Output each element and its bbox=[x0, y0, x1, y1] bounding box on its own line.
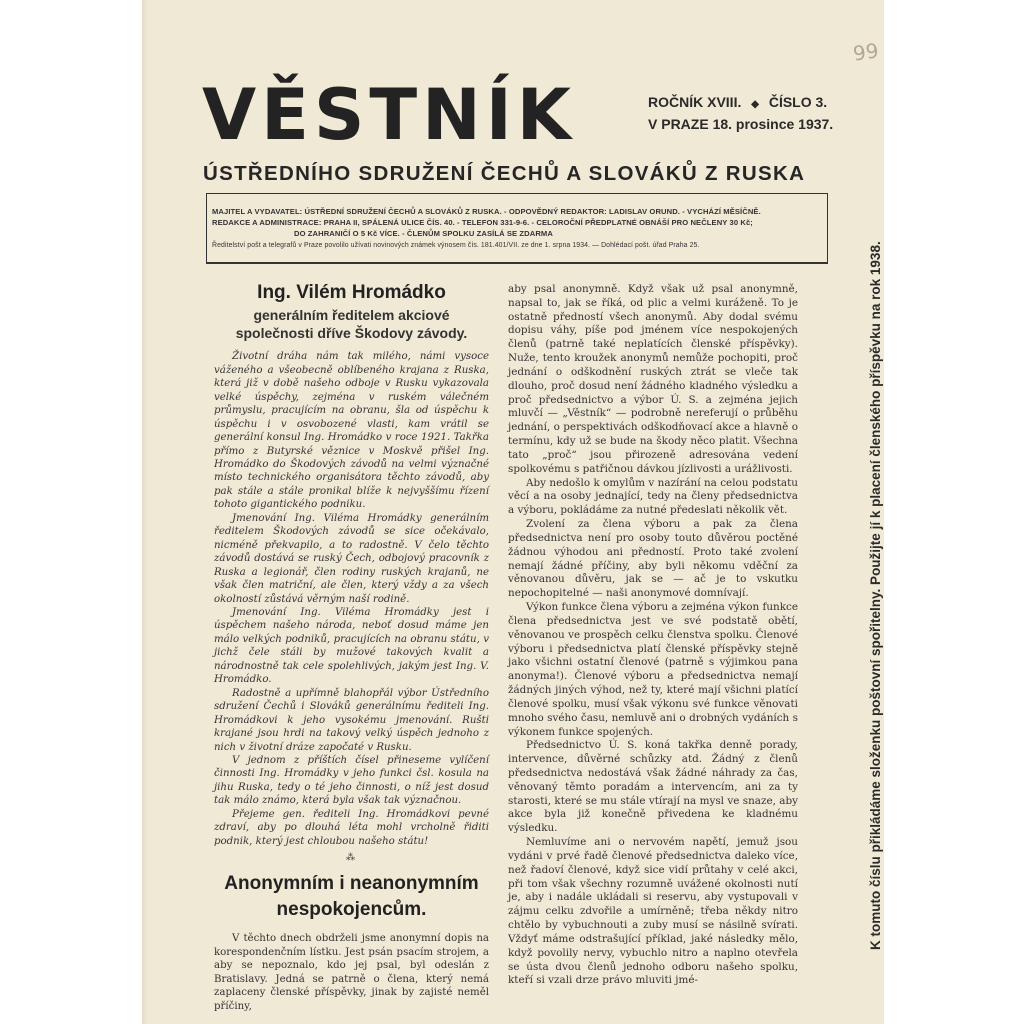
article2-paragraph: Aby nedošlo k omylům v nazírání na celou podstatu věcí a na osoby jednající, tedy na členy předsednictva a výboru, pokládáme za nutné předeslati několik vět. bbox=[508, 476, 798, 517]
article2-intro: V těchto dnech obdrželi jsme anonymní dopis na korespondenčním lístku. Jest psán psacím strojem, a aby se nepoznalo, kdo jej psal, byl odeslán z Bratislavy. Jedná se patrně o člena, který nemá zaplaceny členské příspěvky, jinak by zajisté neměl příčiny, bbox=[214, 933, 489, 1012]
article-ornament: ⁂ bbox=[346, 853, 357, 864]
masthead-title: VĚSTNÍK bbox=[202, 74, 577, 156]
article2-paragraph: Nemluvíme ani o nervovém napětí, jemuž jsou vydáni v prvé řadě členové předsednictva daleko více, než řadoví členové, když sice vidí průtahy v celé akci, při tom však všechny rozumně uvážené okolnosti nutí je, aby i nadále ukládali si reservu, aby vystupovali v zájmu celku zdvořile a umírněně; třeba někdy nitro chtělo by vybuchnouti a zuby musí se násilně svírati. Vždyť máme odstrašující příklad, jaké následky mělo, když povolily nervy, vybuchlo nitro a naplno otevřela se ústa dvou členů jednoho odboru našeho spolku, kteří si vzali drze právo mluviti jmé- bbox=[508, 836, 798, 987]
imprint-line-1: MAJITEL A VYDAVATEL: ÚSTŘEDNÍ SDRUŽENÍ ČECHŮ A SLOVÁKŮ Z RUSKA. - ODPOVĚDNÝ REDAKTOR: LADISLAV ORUND. - VYCHÁZÍ MĚSÍČNĚ. bbox=[212, 207, 761, 216]
article1-subtitle: generálním ředitelem akciové společnosti dříve Škodovy závody. bbox=[235, 307, 468, 342]
article1-paragraph: Radostně a upřímně blahopřál výbor Ústředního sdružení Čechů i Slováků generálnímu řediteli Ing. Hromádkovi k jeho vysokému jmenování. Rušti krajané jsou hrdi na takový velký úspěch jednoho z nich v životní dráze započaté v Rusku. bbox=[214, 687, 489, 753]
article2-paragraph: Předsednictvo Ú. S. koná takřka denně porady, intervence, důvěrné schůzky atd. Žádný z členů předsednictva nedostává však žádné náhrady za čas, věnovaný těmto poradám a intervencím, ani za ty starosti, které se mu stále vtírají na mysl ve snaze, aby akce byla již konečně přivedena ke kladnému výsledku. bbox=[508, 739, 798, 835]
column-left bbox=[214, 282, 489, 1013]
article1-paragraph: Jmenování Ing. Viléma Hromádky generálním ředitelem Škodových závodů se sice očekávalo, nicméně překvapilo, a to radostně. V čelo těchto závodů dostává se ruský Čech, odbojový pracovník z Ruska a legionář, člen rodiny ruských krajanů, ne však člen matriční, ale člen, který vždy a za všech okolností zůstává věrným naší rodině. bbox=[214, 512, 489, 605]
issue-volume-line bbox=[648, 92, 833, 114]
pencil-mark: 99 bbox=[851, 38, 880, 66]
issue-date: V PRAZE 18. prosince 1937. bbox=[648, 115, 834, 132]
issue-volume: ROČNÍK XVIII. bbox=[648, 94, 742, 110]
issue-diamond: ◆ bbox=[751, 99, 759, 110]
masthead-subtitle: ÚSTŘEDNÍHO SDRUŽENÍ ČECHŮ A SLOVÁKŮ Z RUSKA bbox=[203, 162, 806, 185]
article1-title: Ing. Vilém Hromádko bbox=[257, 282, 446, 303]
column-right bbox=[508, 283, 798, 988]
article1-paragraph: Životní dráha nám tak milého, námi vysoce váženého a všeobecně oblíbeného krajana z Ruska, která již v době našeho odboje v Rusku vykazovala velké úspěchy, zejména v ruském válečném průmyslu, pracujícím na obranu, šla od úspěchu k úspěchu i v osvobozené vlasti, kam vrátil se generální konsul Ing. Hromádko v roce 1921. Takřka přímo z Butyrské věznice v Moskvě přišel Ing. Hromádko do Škodových závodů na velmi význačné místo technického organisátora těchto závodů, aby pak stále a stále pronikal blíže k nejvyššímu řízení tohoto gigantického podniku. bbox=[214, 351, 489, 511]
article2-title: Anonymním i neanonymním nespokojencům. bbox=[224, 873, 479, 920]
imprint-line-2: REDAKCE A ADMINISTRACE: PRAHA II, SPÁLENÁ ULICE ČÍS. 40. - TELEFON 331-9-6. - CELOROČNÍ PŘEDPLATNÉ OBNÁŠÍ PRO NEČLENY 30 Kč; bbox=[212, 218, 753, 227]
issue-info bbox=[648, 92, 833, 135]
article1-paragraph: V jednom z příštích čísel přineseme vylíčení činnosti Ing. Hromádky v jeho funkci čsl. kosula na jihu Ruska, tedy o té jeho činnosti, o níž jest dosud tak málo známo, která byla však tak význačnou. bbox=[214, 754, 489, 807]
sidebar-note: K tomuto číslu přikládáme složenku poštovní spořitelny. Použijte jí k placení členského příspěvku na rok 1938. bbox=[868, 241, 883, 950]
article2-paragraph: aby psal anonymně. Když však už psal anonymně, napsal to, jak se říká, od plic a velmi kuráženě. To je ostatně předností všech anonymů. Aby dodal svému dopisu váhy, píše pod jménem více nespokojených členů (patrně také neplatících členské příspěvky). Nuže, tento kroužek anonymů nemůže pochopiti, proč jednání o odškodnění ruských ztrát se vleče tak dlouho, proč dosud není žádného kladného výsledku a proč předsednictvo a výbor Ú. S. a zejména jejich mluvčí — „Věstník“ — podrobně nereferují o průběhu jednání, o perspektivách odškodňovací akce a hlavně o termínu, kdy už se bude na škody něco platit. Všechna tato „proč“ jsou přirozeně adresována vedení spolkovému s patřičnou dávkou jízlivosti a urážlivosti. bbox=[508, 283, 798, 475]
imprint-line-3: DO ZAHRANIČÍ O 5 Kč VÍCE. - ČLENŮM SPOLKU ZASÍLÁ SE ZDARMA bbox=[294, 229, 553, 238]
imprint-line-4: Ředitelství pošt a telegrafů v Praze povolilo užívati novinových známek výnosem čís. 181.401/VII. ze dne 1. srpna 1934. — Dohlédací pošt. úřad Praha 25. bbox=[212, 242, 700, 249]
article1-paragraph: Přejeme gen. řediteli Ing. Hromádkovi pevné zdraví, aby po dlouhá léta mohl vrcholně řiditi podnik, který jest chloubou našeho státu! bbox=[214, 808, 489, 847]
article2-paragraph: Výkon funkce člena výboru a zejména výkon funkce člena předsednictva jest ve své podstatě obětí, věnovanou ve prospěch celku členstva spolku. Členové výboru i předsednictva platí členské příspěvky stejně jako všichni ostatní členové (patrně s výjimkou pana anonyma!). Členové výboru a předsednictva nemají žádných jiných výhod, než ty, které mají všichni platící členové spolku, musí však výkonu své funkce věnovati mnoho svého času, nemluvě ani o drobných vydáních s výkonem funkce spojených. bbox=[508, 601, 798, 738]
article1-paragraph: Jmenování Ing. Viléma Hromádky jest i úspěchem našeho národa, neboť dosud máme jen málo velkých podniků, pracujících na obranu státu, v jichž čele stáli by mužové takových kvalit a národnostně tak cele spolehlivých, jakým jest Ing. V. Hromádko. bbox=[214, 606, 489, 686]
page-edge-shadow bbox=[142, 0, 148, 1024]
newspaper-page bbox=[142, 0, 884, 1024]
header-rule bbox=[206, 262, 828, 264]
issue-number: ČÍSLO 3. bbox=[768, 94, 828, 110]
article2-paragraph: Zvolení za člena výboru a pak za člena předsednictva není pro osoby touto důvěrou poctěné žádnou výhodou ani předností. Proto také zvolení nemají žádné příčiny, aby byli někomu vděční za věnovanou důvěru, jak se — ač je to vskutku nepochopitelné — naši anonymové domnívají. bbox=[508, 518, 798, 600]
